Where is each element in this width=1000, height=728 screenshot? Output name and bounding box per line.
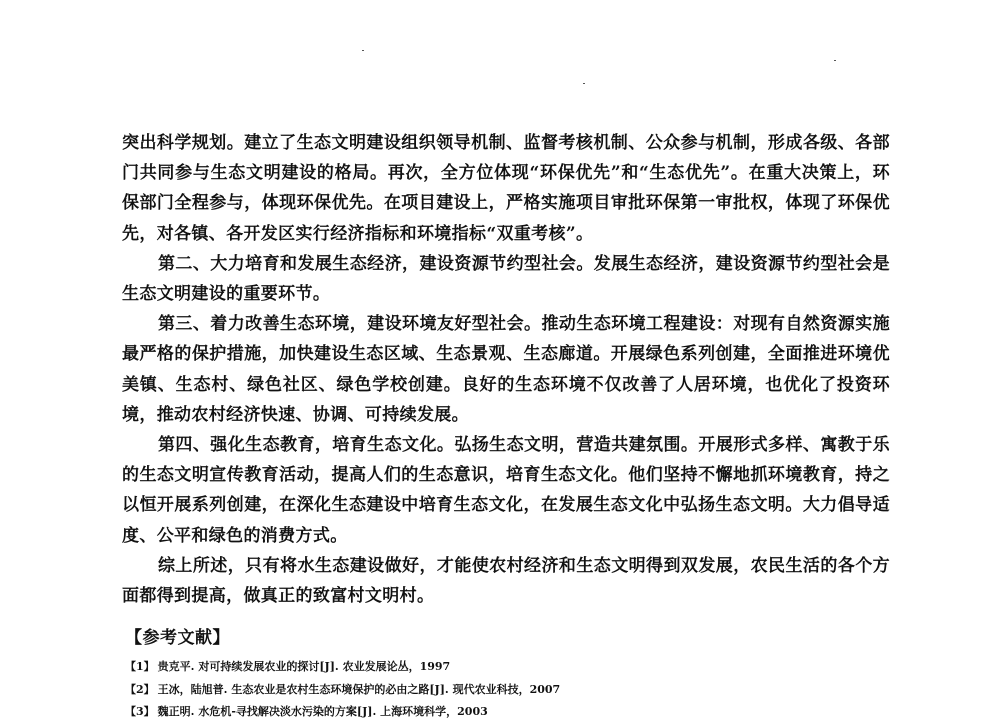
reference-item [125, 679, 885, 702]
references-section [125, 624, 885, 724]
scan-speck [362, 50, 364, 51]
reference-label: 【2】 [125, 682, 155, 696]
references-title: 【参考文献】 [125, 628, 230, 648]
scan-speck [834, 60, 836, 61]
paragraph-1: 突出科学规划。建立了生态文明建设组织领导机制、监督考核机制、公众参与机制，形成各级、各部门共同参与生态文明建设的格局。再次，全方位体现“环保优先”和“生态优先”。在重大决策上，环保部门全程参与，体现环保优先。在项目建设上，严格实施项目审批环保第一审批权，体现了环保优先，对各镇、各开发区实行经济指标和环境指标“双重考核”。 [122, 133, 890, 244]
paragraph-3: 第三、着力改善生态环境，建设环境友好型社会。推动生态环境工程建设：对现有自然资源实施最严格的保护措施，加快建设生态区域、生态景观、生态廊道。开展绿色系列创建，全面推进环境优美镇、生态村、绿色社区、绿色学校创建。良好的生态环境不仅改善了人居环境，也优化了投资环境，推动农村经济快速、协调、可持续发展。 [122, 314, 890, 425]
paragraph-2: 第二、大力培育和发展生态经济，建设资源节约型社会。发展生态经济，建设资源节约型社会是生态文明建设的重要环节。 [122, 253, 890, 305]
paragraph-4: 第四、强化生态教育，培育生态文化。弘扬生态文明，营造共建氛围。开展形式多样、寓教于乐的生态文明宣传教育活动，提高人们的生态意识，培育生态文化。他们坚持不懈地抓环境教育，持之以恒开展系列创建，在深化生态建设中培育生态文化，在发展生态文化中弘扬生态文明。大力倡导适度、公平和绿色的消费方式。 [122, 435, 890, 546]
reference-text: 贵克平. 对可持续发展农业的探讨[J]. 农业发展论丛，1997 [157, 660, 451, 673]
reference-label: 【1】 [125, 660, 155, 673]
scan-speck [583, 83, 585, 84]
reference-text: 魏正明. 水危机-寻找解决淡水污染的方案[J]. 上海环境科学，2003 [157, 705, 488, 718]
reference-label: 【3】 [125, 705, 155, 718]
reference-item [125, 656, 885, 679]
reference-text: 王冰，陆旭普. 生态农业是农村生态环境保护的必由之路[J]. 现代农业科技，2007 [157, 682, 561, 696]
paragraph-5: 综上所述，只有将水生态建设做好，才能使农村经济和生态文明得到双发展，农民生活的各个方面都得到提高，做真正的致富村文明村。 [122, 555, 890, 607]
reference-item [125, 701, 885, 724]
body-text [122, 128, 890, 611]
